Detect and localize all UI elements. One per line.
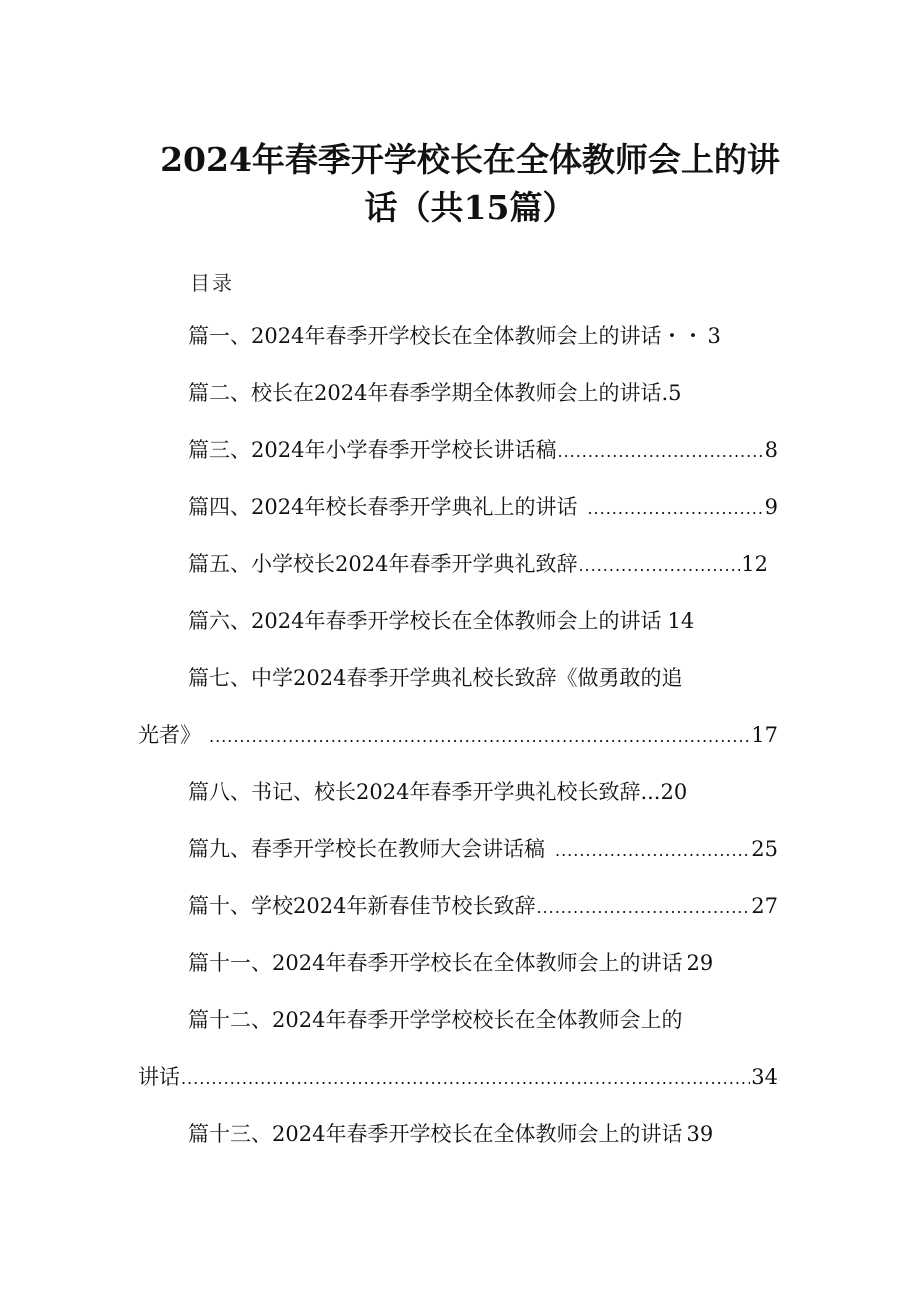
document-title-line-2: 话（共15篇）	[364, 188, 576, 227]
toc-entry-page: 20	[660, 780, 688, 804]
toc-entry[interactable]	[188, 1004, 778, 1036]
toc-entry-title: 篇八、书记、校长2024年春季开学典礼校长致辞...	[188, 780, 661, 804]
toc-entry-title: 篇十一、2024年春季开学校长在全体教师会上的讲话	[188, 951, 683, 975]
toc-entry-page: 29	[686, 951, 714, 975]
toc-entry[interactable]	[188, 377, 763, 409]
toc-entry-title: 篇六、2024年春季开学校长在全体教师会上的讲话	[188, 609, 662, 633]
toc-entry-page: 39	[686, 1122, 714, 1146]
toc-entry-continuation[interactable]	[138, 1061, 778, 1093]
toc-entry-title: 篇九、春季开学校长在教师大会讲话稿	[188, 837, 545, 861]
toc-entry-title: 篇七、中学2024春季开学典礼校长致辞《做勇敢的追	[188, 666, 683, 690]
toc-entry-page: 34	[751, 1065, 778, 1089]
toc-entry[interactable]	[188, 833, 778, 865]
toc-leader-dots	[557, 436, 763, 466]
toc-entry-page: 9	[764, 495, 778, 519]
toc-leader-dots	[209, 721, 750, 751]
toc-entry-page: 17	[751, 723, 778, 747]
toc-entry[interactable]	[188, 434, 778, 466]
toc-leader-dots	[578, 550, 740, 580]
toc-entry[interactable]	[188, 320, 763, 352]
toc-entry-continuation[interactable]	[138, 719, 778, 751]
toc-entry[interactable]	[188, 776, 778, 808]
toc-entry[interactable]	[188, 491, 778, 523]
toc-entry-title: 篇十二、2024年春季开学学校校长在全体教师会上的	[188, 1008, 683, 1032]
toc-entry[interactable]	[188, 605, 768, 637]
toc-entry-title: 篇十三、2024年春季开学校长在全体教师会上的讲话	[188, 1122, 683, 1146]
toc-entry[interactable]	[188, 662, 778, 694]
toc-entry-page: 5	[668, 381, 682, 405]
toc-entry[interactable]	[188, 1118, 778, 1150]
toc-entry-title-continued: 光者》	[138, 723, 201, 747]
toc-heading: 目录	[190, 271, 234, 295]
document-title-line-1: 2024年春季开学校长在全体教师会上的讲	[160, 140, 780, 179]
toc-entry-title-continued: 讲话	[138, 1065, 180, 1089]
toc-entry[interactable]	[188, 947, 778, 979]
toc-entry[interactable]	[188, 890, 778, 922]
toc-entry[interactable]	[188, 548, 768, 580]
toc-leader-dots	[536, 892, 750, 922]
toc-entry-title: 篇二、校长在2024年春季学期全体教师会上的讲话.	[188, 381, 669, 405]
toc-leader-dots	[587, 493, 763, 523]
toc-entry-title: 篇五、小学校长2024年春季开学典礼致辞	[188, 552, 578, 576]
toc-entry-title: 篇四、2024年校长春季开学典礼上的讲话	[188, 495, 578, 519]
toc-entry-page: 14	[667, 609, 695, 633]
toc-entry-page: 12	[741, 552, 768, 576]
toc-entry-page: 25	[751, 837, 778, 861]
toc-entry-page: 3	[707, 324, 721, 348]
toc-leader-dots	[555, 835, 750, 865]
toc-entry-page: 8	[764, 438, 778, 462]
toc-entry-title: 篇三、2024年小学春季开学校长讲话稿	[188, 438, 557, 462]
toc-entry-page: 27	[751, 894, 778, 918]
toc-entry-title: 篇十、学校2024年新春佳节校长致辞	[188, 894, 536, 918]
toc-leader-dots	[181, 1063, 750, 1093]
toc-entry-title: 篇一、2024年春季开学校长在全体教师会上的讲话・・	[188, 324, 704, 348]
